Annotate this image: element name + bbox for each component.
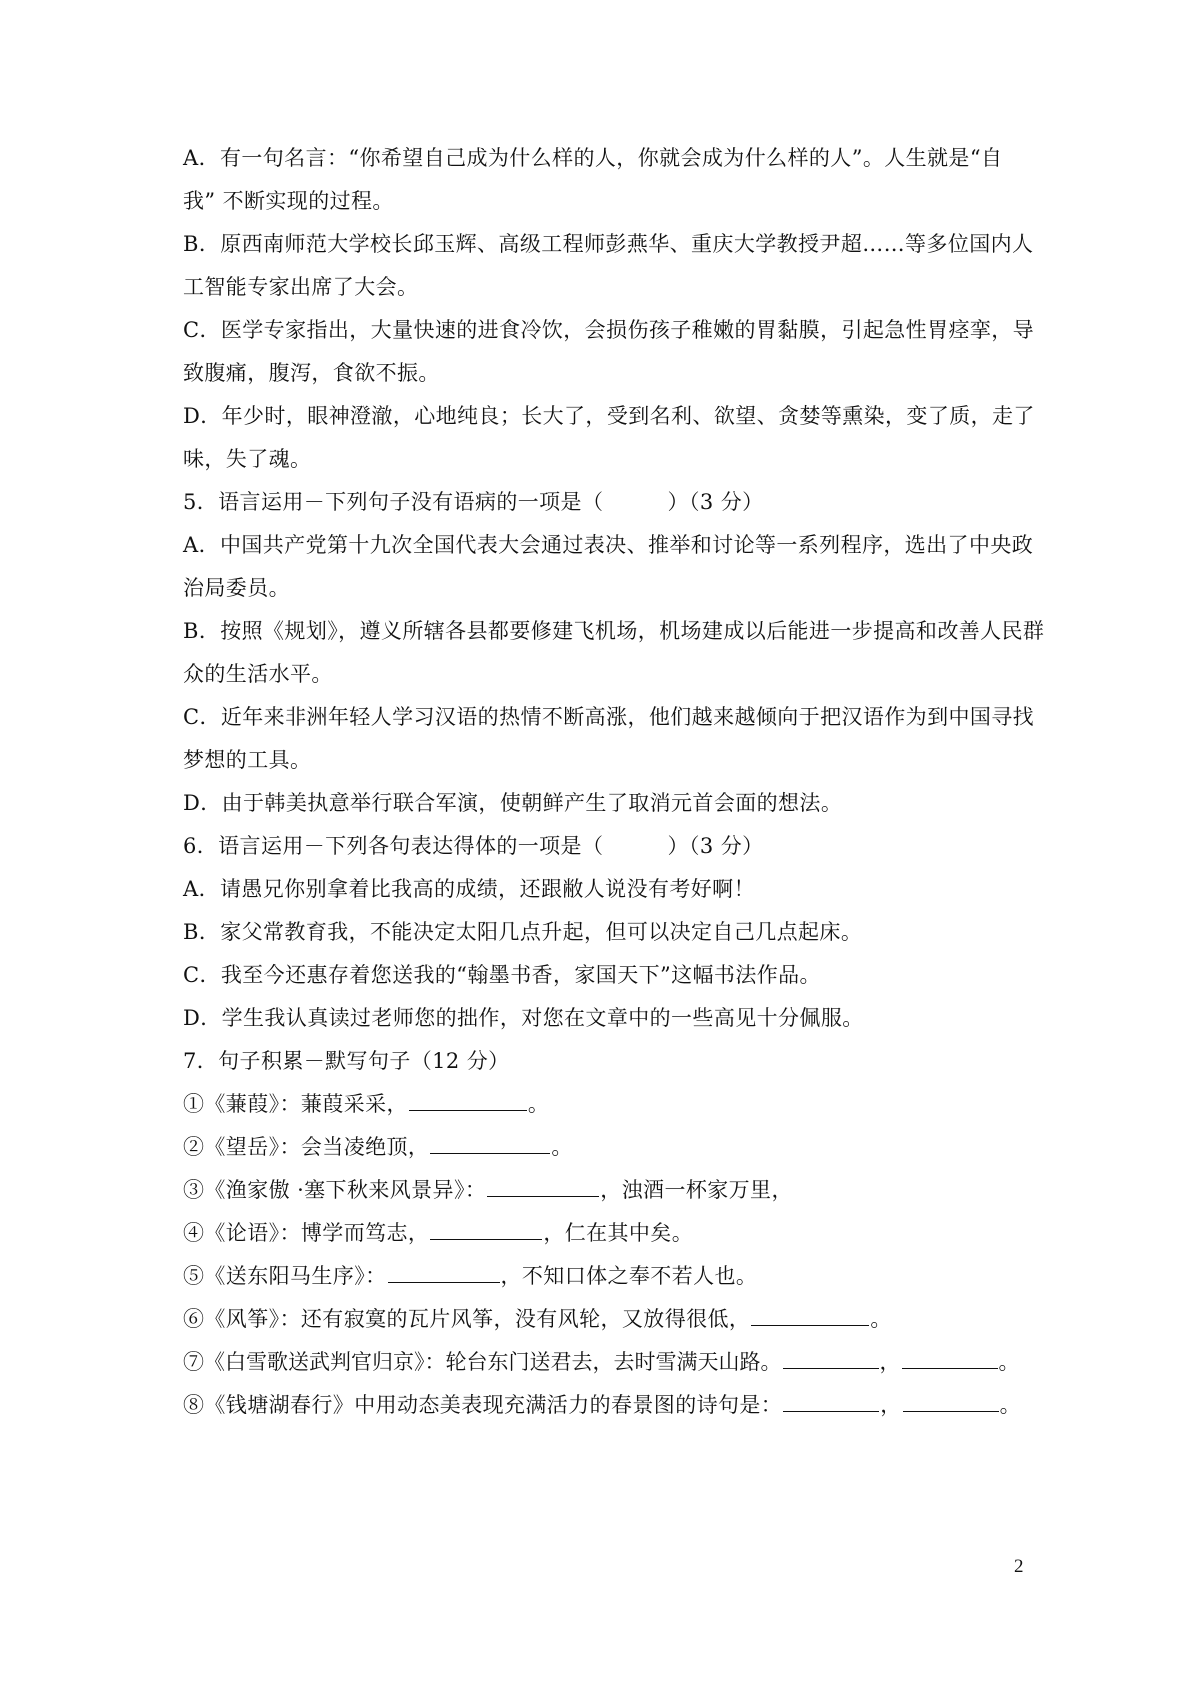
q4-option-b-line1: B．原西南师范大学校长邱玉辉、高级工程师彭燕华、重庆大学教授尹超……等多位国内人: [183, 232, 1034, 256]
q7-item-6: [183, 1304, 1033, 1334]
q7-item-7-end: 。: [998, 1350, 1020, 1374]
q4-option-a-line1: A．有一句名言：“你希望自己成为什么样的人，你就会成为什么样的人”。人生就是“自: [183, 146, 1003, 170]
q5-option-b-line1: B．按照《规划》，遵义所辖各县都要修建飞机场，机场建成以后能进一步提高和改善人民群: [183, 619, 1045, 643]
q6-option-a: A．请愚兄你别拿着比我高的成绩，还跟敝人说没有考好啊！: [183, 877, 755, 901]
q7-item-8-sep: ，: [880, 1393, 902, 1417]
q6-option-d: D．学生我认真读过老师您的拙作，对您在文章中的一些高见十分佩服。: [183, 1006, 864, 1030]
q7-item-2-end: 。: [551, 1135, 573, 1159]
answer-blank[interactable]: [783, 1391, 879, 1412]
q7-item-3-prompt: ③《渔家傲 ·塞下秋来风景异》：: [183, 1178, 487, 1202]
q7-item-8-prompt: ⑧《钱塘湖春行》中用动态美表现充满活力的春景图的诗句是：: [183, 1393, 783, 1417]
q7-item-8-end: 。: [999, 1393, 1022, 1417]
answer-blank[interactable]: [783, 1348, 879, 1369]
q7-item-5: [183, 1261, 1033, 1291]
q7-item-5-end: ，不知口体之奉不若人也。: [500, 1264, 758, 1288]
q7-item-1: [183, 1089, 1033, 1119]
q7-item-2-prompt: ②《望岳》：会当凌绝顶，: [183, 1135, 430, 1159]
q5-option-a-line2: 治局委员。: [183, 576, 290, 600]
answer-blank[interactable]: [903, 1391, 999, 1412]
q5-option-d: D．由于韩美执意举行联合军演，使朝鲜产生了取消元首会面的想法。: [183, 791, 843, 815]
q5-option-a-line1: A．中国共产党第十九次全国代表大会通过表决、推举和讨论等一系列程序，选出了中央政: [183, 533, 1034, 557]
q7-item-5-prompt: ⑤《送东阳马生序》：: [183, 1264, 387, 1288]
q5-stem: 5．语言运用－下列句子没有语病的一项是（ ）（3 分）: [183, 490, 764, 514]
q4-option-a-line2: 我” 不断实现的过程。: [183, 189, 394, 213]
answer-blank[interactable]: [388, 1262, 500, 1283]
q7-item-4-end: ，仁在其中矣。: [543, 1221, 694, 1245]
q7-item-3-end: ，浊酒一杯家万里，: [600, 1178, 793, 1202]
q4-option-b-line2: 工智能专家出席了大会。: [183, 275, 419, 299]
q7-item-8: [183, 1390, 1033, 1420]
q7-item-2: [183, 1132, 1033, 1162]
answer-blank[interactable]: [487, 1176, 599, 1197]
q7-item-4-prompt: ④《论语》：博学而笃志，: [183, 1221, 430, 1245]
q7-item-6-prompt: ⑥《风筝》：还有寂寞的瓦片风筝，没有风轮，又放得很低，: [183, 1307, 751, 1331]
q7-item-7: [183, 1347, 1033, 1377]
q7-stem: 7．句子积累－默写句子（12 分）: [183, 1049, 510, 1073]
q5-option-c-line1: C．近年来非洲年轻人学习汉语的热情不断高涨，他们越来越倾向于把汉语作为到中国寻找: [183, 705, 1035, 729]
q7-item-1-end: 。: [527, 1092, 550, 1116]
answer-blank[interactable]: [430, 1133, 550, 1154]
q4-option-c-line1: C．医学专家指出，大量快速的进食冷饮，会损伤孩子稚嫩的胃黏膜，引起急性胃痉挛，导: [183, 318, 1035, 342]
q7-item-1-prompt: ①《蒹葭》：蒹葭采采，: [183, 1092, 408, 1116]
q4-option-c-line2: 致腹痛，腹泻，食欲不振。: [183, 361, 440, 385]
q7-item-4: [183, 1218, 1033, 1248]
q4-option-d-line1: D．年少时，眼神澄澈，心地纯良；长大了，受到名利、欲望、贪婪等熏染，变了质，走了: [183, 404, 1035, 428]
answer-blank[interactable]: [409, 1090, 527, 1111]
q6-stem: 6．语言运用－下列各句表达得体的一项是（ ）（3 分）: [183, 834, 764, 858]
q7-item-6-end: 。: [870, 1307, 892, 1331]
q5-option-b-line2: 众的生活水平。: [183, 662, 333, 686]
answer-blank[interactable]: [751, 1305, 869, 1326]
q7-item-7-sep: ，: [879, 1350, 901, 1374]
page-number: 2: [1014, 1556, 1024, 1577]
answer-blank[interactable]: [430, 1219, 542, 1240]
q7-item-3: [183, 1175, 1033, 1205]
q7-item-7-prompt: ⑦《白雪歌送武判官归京》：轮台东门送君去，去时雪满天山路。: [183, 1350, 782, 1374]
q5-option-c-line2: 梦想的工具。: [183, 748, 312, 772]
q6-option-c: C．我至今还惠存着您送我的“翰墨书香，家国天下”这幅书法作品。: [183, 963, 821, 987]
answer-blank[interactable]: [902, 1348, 998, 1369]
q6-option-b: B．家父常教育我，不能决定太阳几点升起，但可以决定自己几点起床。: [183, 920, 863, 944]
q4-option-d-line2: 味，失了魂。: [183, 447, 312, 471]
